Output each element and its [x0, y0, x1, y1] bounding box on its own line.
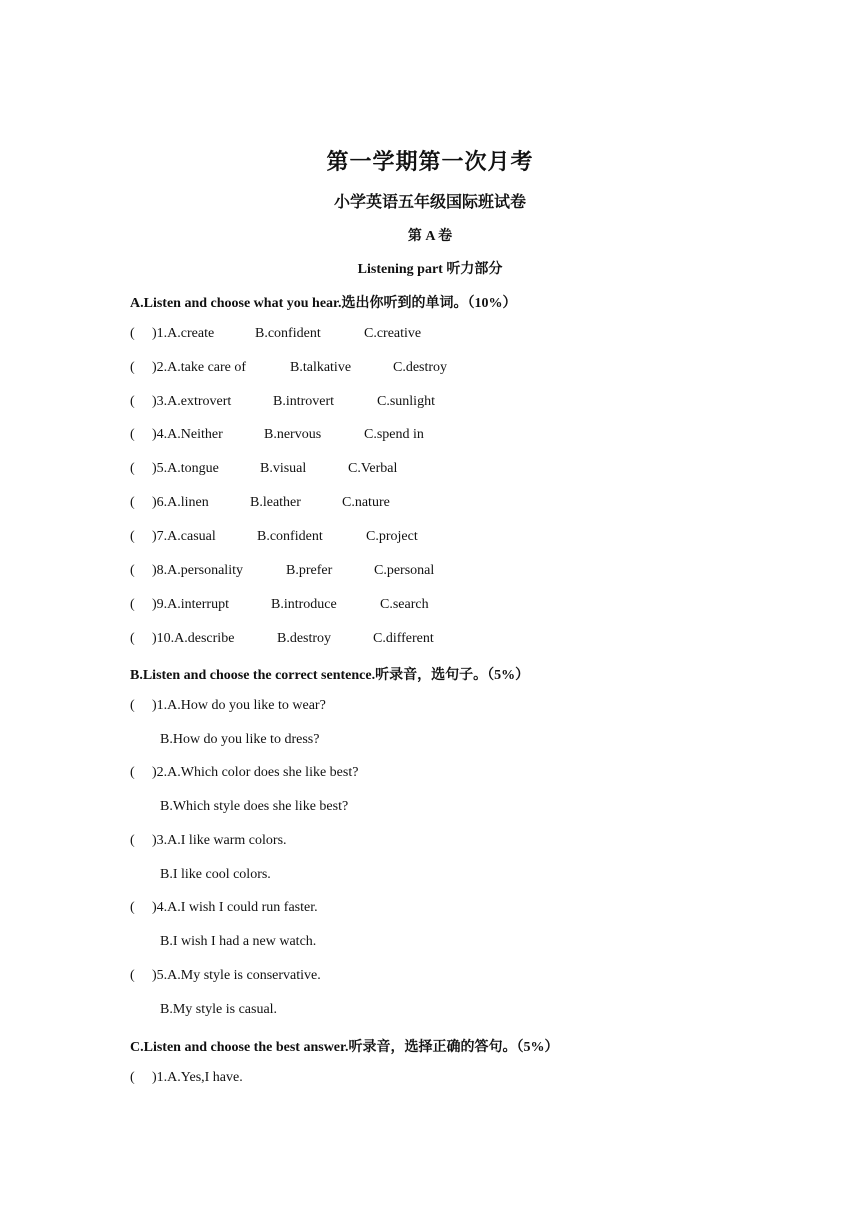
- option-b: B.I wish I had a new watch.: [160, 934, 317, 949]
- answer-paren[interactable]: (: [130, 495, 135, 510]
- section-c-heading: C.Listen and choose the best answer.听录音，选择正确的答句。（5%）: [130, 1040, 559, 1055]
- option-a: )4.A.Neither: [152, 427, 223, 442]
- option-c: C.project: [366, 529, 418, 544]
- answer-paren[interactable]: (: [130, 698, 135, 713]
- option-b: B.introduce: [271, 597, 337, 612]
- option-a: )7.A.casual: [152, 529, 216, 544]
- option-c: C.sunlight: [377, 394, 435, 409]
- option-c: C.destroy: [393, 360, 448, 375]
- volume-label: 第 A 卷: [407, 229, 453, 244]
- option-a: )2.A.take care of: [152, 360, 247, 375]
- answer-paren[interactable]: (: [130, 394, 135, 409]
- option-b: B.I like cool colors.: [160, 867, 271, 882]
- option-c: C.search: [380, 597, 429, 612]
- option-a: )5.A.My style is conservative.: [152, 968, 321, 983]
- option-b: B.prefer: [286, 563, 333, 578]
- option-b: B.My style is casual.: [160, 1002, 278, 1017]
- option-b: B.nervous: [264, 427, 322, 442]
- answer-paren[interactable]: (: [130, 900, 135, 915]
- option-b: B.destroy: [277, 631, 332, 646]
- answer-paren[interactable]: (: [130, 597, 135, 612]
- option-c: C.different: [373, 631, 434, 646]
- answer-paren[interactable]: (: [130, 765, 135, 780]
- option-b: B.introvert: [273, 394, 335, 409]
- option-b: B.talkative: [290, 360, 352, 375]
- option-b: B.How do you like to dress?: [160, 732, 320, 747]
- page-title: 第一学期第一次月考: [326, 149, 534, 174]
- option-b: B.leather: [250, 495, 301, 510]
- part-label: Listening part 听力部分: [357, 262, 503, 277]
- option-a: )10.A.describe: [152, 631, 235, 646]
- answer-paren[interactable]: (: [130, 360, 135, 375]
- section-a-heading: A.Listen and choose what you hear.选出你听到的单词。（10%）: [130, 296, 517, 311]
- section-b-heading: B.Listen and choose the correct sentence.听录音，选句子。（5%）: [130, 668, 530, 683]
- answer-paren[interactable]: (: [130, 968, 135, 983]
- option-c: C.Verbal: [348, 461, 398, 476]
- option-b: B.confident: [255, 326, 321, 341]
- page-subtitle: 小学英语五年级国际班试卷: [333, 194, 526, 211]
- option-c: C.creative: [364, 326, 422, 341]
- option-a: )1.A.How do you like to wear?: [152, 698, 326, 713]
- answer-paren[interactable]: (: [130, 461, 135, 476]
- option-b: B.confident: [257, 529, 323, 544]
- answer-paren[interactable]: (: [130, 1070, 135, 1085]
- option-a: )1.A.Yes,I have.: [152, 1070, 243, 1085]
- option-a: )3.A.extrovert: [152, 394, 232, 409]
- option-a: )5.A.tongue: [152, 461, 219, 476]
- option-a: )3.A.I like warm colors.: [152, 833, 287, 848]
- answer-paren[interactable]: (: [130, 833, 135, 848]
- option-c: C.spend in: [364, 427, 424, 442]
- answer-paren[interactable]: (: [130, 529, 135, 544]
- option-a: )9.A.interrupt: [152, 597, 229, 612]
- option-a: )8.A.personality: [152, 563, 243, 578]
- option-a: )2.A.Which color does she like best?: [152, 765, 359, 780]
- option-c: C.personal: [374, 563, 435, 578]
- answer-paren[interactable]: (: [130, 631, 135, 646]
- option-a: )1.A.create: [152, 326, 215, 341]
- option-a: )6.A.linen: [152, 495, 209, 510]
- answer-paren[interactable]: (: [130, 563, 135, 578]
- answer-paren[interactable]: (: [130, 326, 135, 341]
- option-b: B.visual: [260, 461, 307, 476]
- answer-paren[interactable]: (: [130, 427, 135, 442]
- option-a: )4.A.I wish I could run faster.: [152, 900, 318, 915]
- option-c: C.nature: [342, 495, 390, 510]
- option-b: B.Which style does she like best?: [160, 799, 349, 814]
